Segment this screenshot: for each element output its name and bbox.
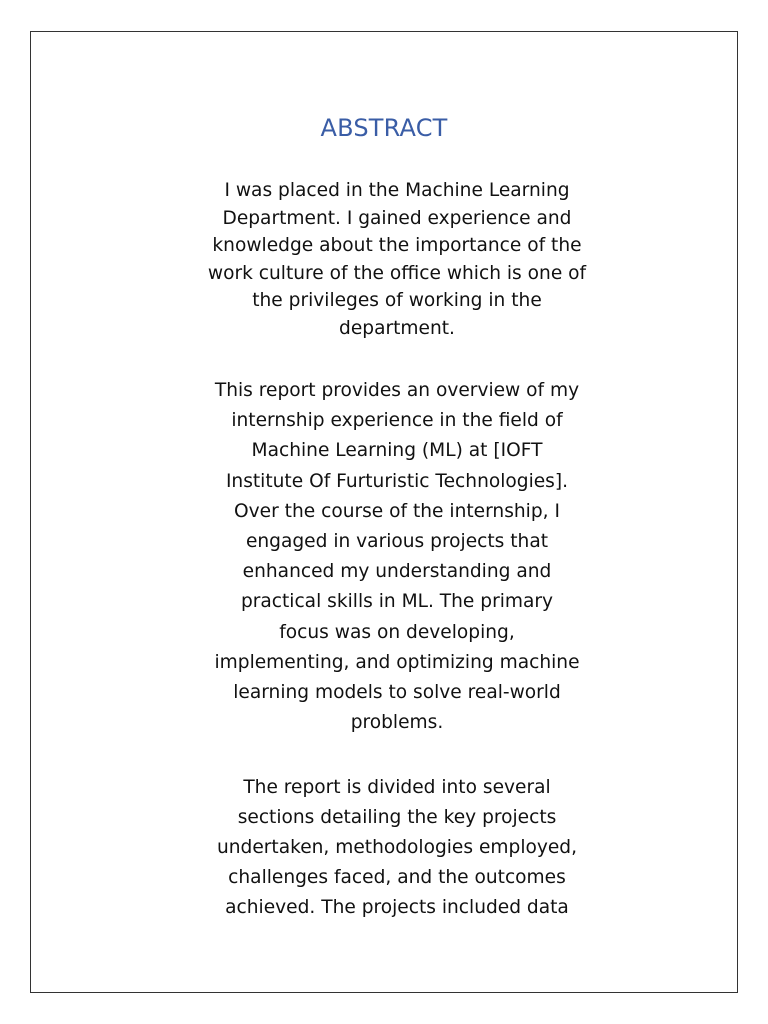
abstract-paragraph-3	[182, 773, 612, 923]
paragraph-line: practical skills in ML. The primary	[240, 591, 554, 613]
paragraph-line: internship experience in the field of	[231, 410, 563, 432]
paragraph-line: This report provides an overview of my	[214, 380, 580, 401]
paragraph-line: Institute Of Furturistic Technologies].	[225, 470, 569, 492]
paragraph-line: focus was on developing,	[279, 621, 515, 643]
paragraph-line: enhanced my understanding and	[242, 561, 552, 583]
paragraph-line: challenges faced, and the outcomes	[228, 867, 566, 888]
paragraph-line: problems.	[350, 712, 444, 734]
paragraph-line: implementing, and optimizing machine	[214, 651, 580, 673]
paragraph-line: achieved. The projects included data	[225, 897, 569, 918]
abstract-paragraph-2	[182, 376, 612, 738]
paragraph-line: Machine Learning (ML) at [IOFT	[251, 440, 543, 462]
paragraph-line: work culture of the office which is one of	[207, 262, 587, 284]
paragraph-line: engaged in various projects that	[245, 531, 549, 553]
abstract-paragraph-1	[182, 177, 612, 343]
abstract-title: ABSTRACT	[320, 114, 448, 142]
paragraph-line: undertaken, methodologies employed,	[216, 837, 578, 858]
paragraph-line: The report is divided into several	[243, 777, 551, 798]
paragraph-line: knowledge about the importance of the	[212, 235, 582, 257]
paragraph-line: I was placed in the Machine Learning	[224, 180, 570, 201]
paragraph-line: sections detailing the key projects	[237, 807, 557, 828]
paragraph-line: Over the course of the internship, I	[234, 500, 560, 522]
paragraph-line: department.	[339, 317, 455, 339]
paragraph-line: the privileges of working in the	[252, 290, 542, 312]
paragraph-line: learning models to solve real-world	[233, 682, 561, 704]
paragraph-line: Department. I gained experience and	[222, 207, 572, 229]
